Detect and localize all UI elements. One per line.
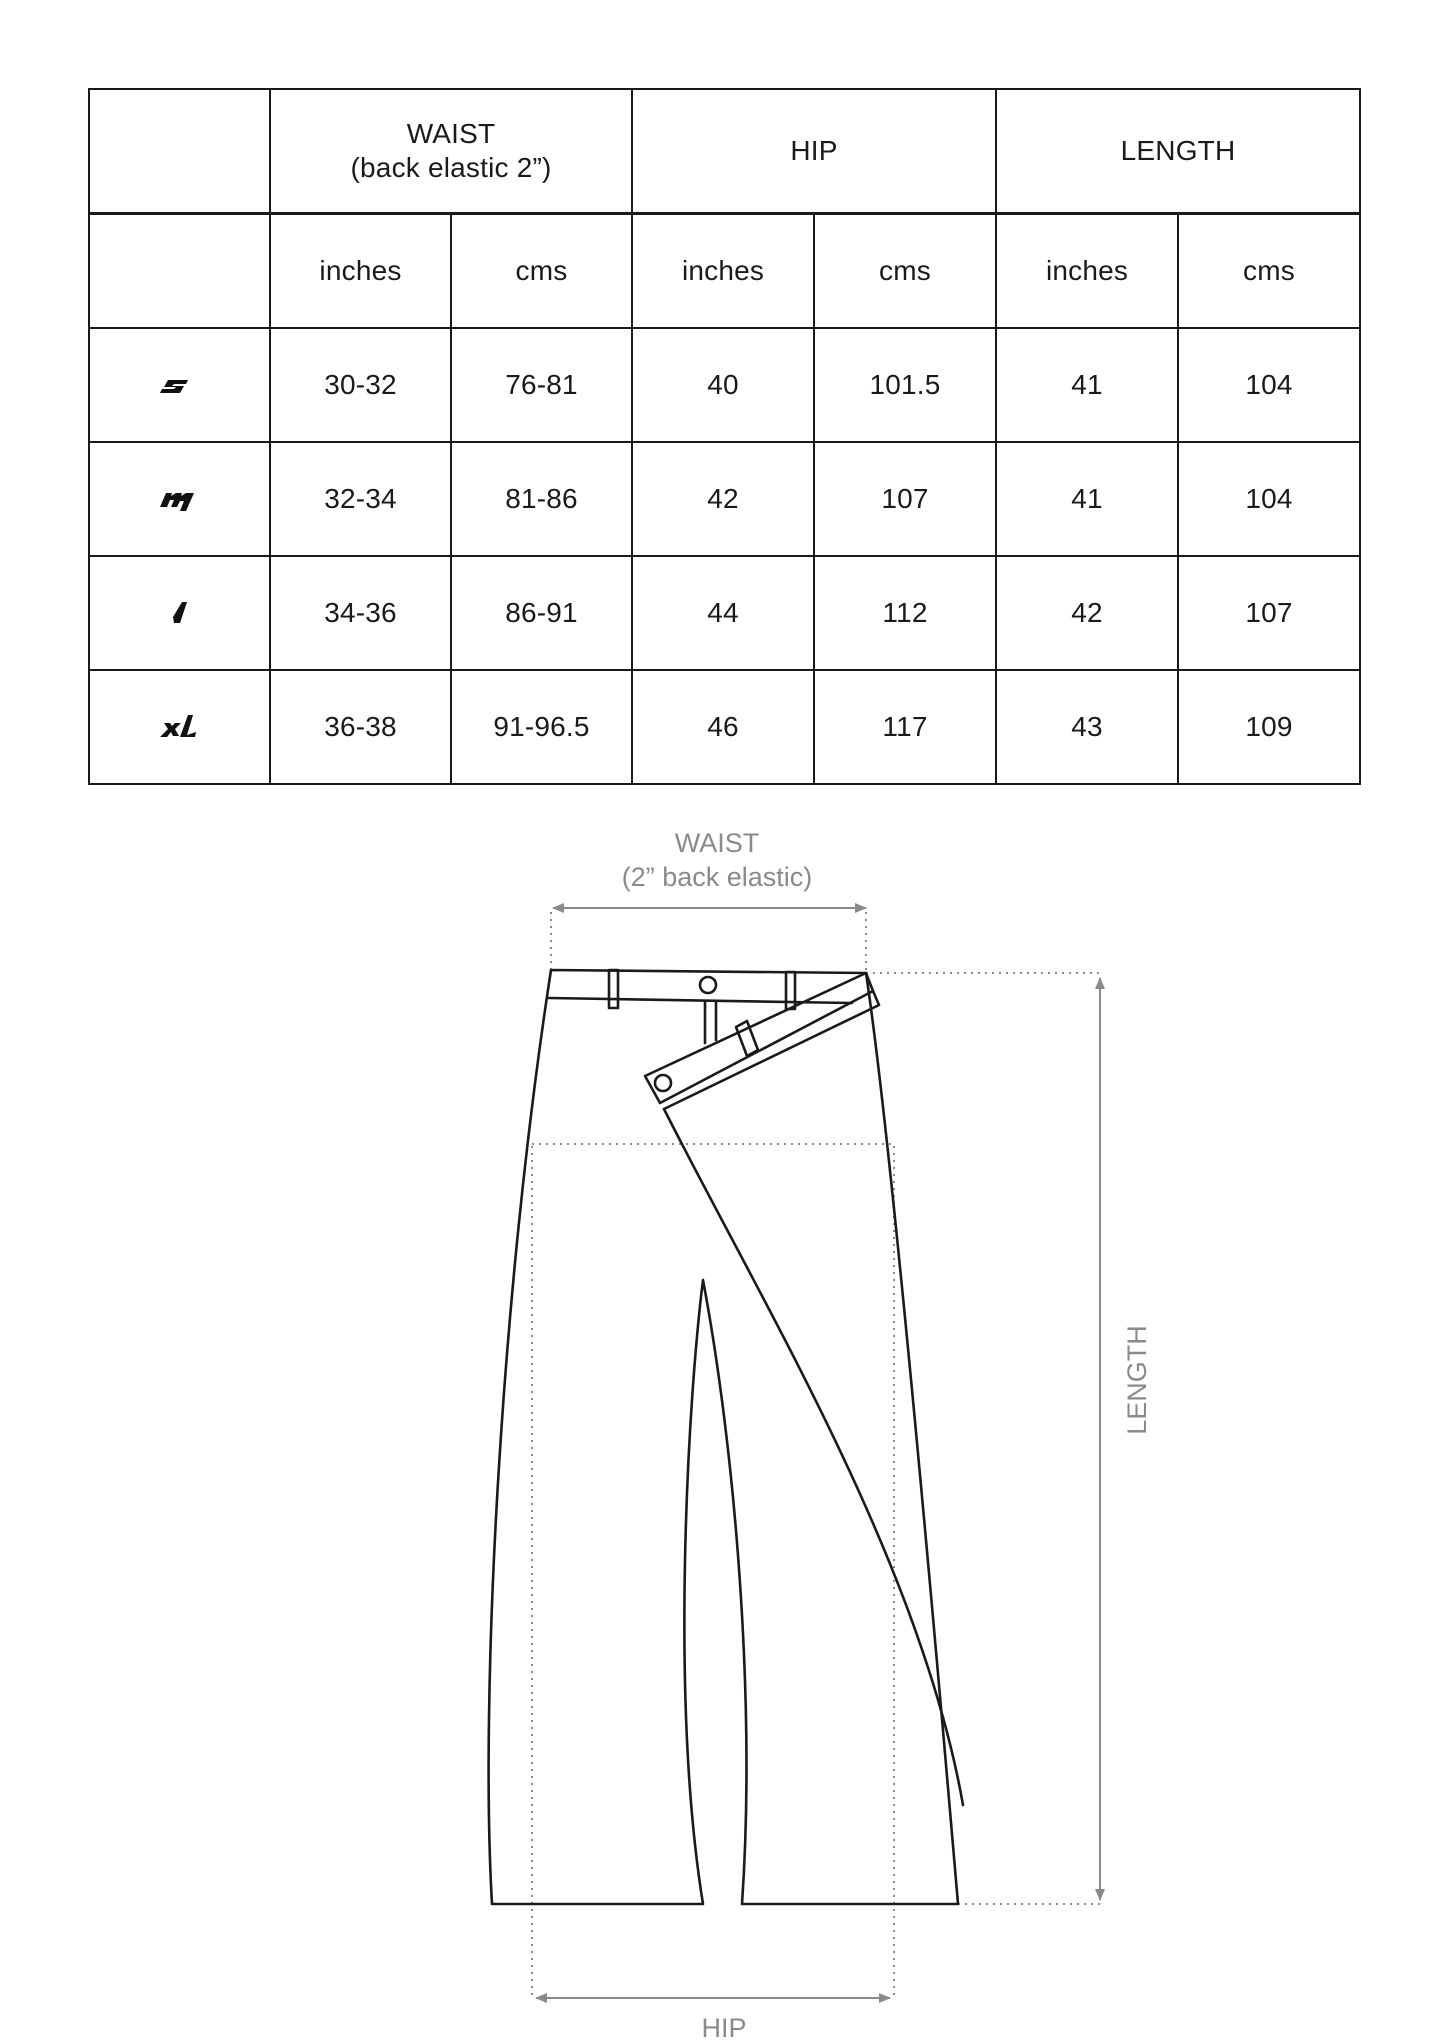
table-cell: 101.5 xyxy=(814,328,996,442)
table-row xyxy=(89,556,1360,670)
table-cell: 86-91 xyxy=(451,556,632,670)
table-row xyxy=(89,670,1360,784)
size-chart-table xyxy=(88,88,1361,785)
size-cell xyxy=(89,556,270,670)
table-cell: 107 xyxy=(1178,556,1360,670)
diagonal-strap xyxy=(645,973,873,1103)
unit-row xyxy=(89,214,1360,329)
table-cell: 109 xyxy=(1178,670,1360,784)
unit-cell: inches xyxy=(996,214,1178,329)
hip-dimension xyxy=(532,1144,894,2043)
unit-cell: cms xyxy=(1178,214,1360,329)
table-cell: 40 xyxy=(632,328,814,442)
table-cell: 41 xyxy=(996,328,1178,442)
unit-cell: cms xyxy=(814,214,996,329)
size-cell xyxy=(89,442,270,556)
strap-button-icon xyxy=(655,1075,671,1091)
length-header: LENGTH xyxy=(996,89,1360,214)
size-xl-icon xyxy=(150,710,210,744)
table-cell: 104 xyxy=(1178,328,1360,442)
table-cell: 32-34 xyxy=(270,442,451,556)
belt-loop xyxy=(786,972,795,1009)
table-header-row xyxy=(89,89,1360,214)
size-l-icon xyxy=(150,596,210,630)
table-cell: 104 xyxy=(1178,442,1360,556)
length-dimension xyxy=(866,973,1152,1904)
table-cell: 81-86 xyxy=(451,442,632,556)
table-cell: 107 xyxy=(814,442,996,556)
table-cell: 91-96.5 xyxy=(451,670,632,784)
waist-dimension xyxy=(551,828,866,970)
table-cell: 43 xyxy=(996,670,1178,784)
table-cell: 112 xyxy=(814,556,996,670)
table-cell: 42 xyxy=(996,556,1178,670)
size-s-icon xyxy=(150,368,210,402)
waist-button-icon xyxy=(700,977,716,993)
size-cell xyxy=(89,670,270,784)
waist-label: WAIST xyxy=(674,828,760,858)
trouser-measurement-diagram xyxy=(0,800,1445,2044)
trouser-body xyxy=(489,970,958,1904)
table-cell: 76-81 xyxy=(451,328,632,442)
corner-cell xyxy=(89,214,270,329)
unit-cell: cms xyxy=(451,214,632,329)
unit-cell: inches xyxy=(632,214,814,329)
table-cell: 41 xyxy=(996,442,1178,556)
length-label: LENGTH xyxy=(1122,1325,1152,1435)
table-cell: 117 xyxy=(814,670,996,784)
table-row xyxy=(89,328,1360,442)
table-cell: 46 xyxy=(632,670,814,784)
table-cell: 42 xyxy=(632,442,814,556)
trouser-outline xyxy=(489,970,963,1904)
size-cell xyxy=(89,328,270,442)
table-cell: 34-36 xyxy=(270,556,451,670)
table-row xyxy=(89,442,1360,556)
waist-sub-label: (2” back elastic) xyxy=(621,862,813,892)
size-m-icon xyxy=(150,482,210,516)
hip-label: HIP xyxy=(701,2013,747,2043)
table-cell: 30-32 xyxy=(270,328,451,442)
belt-loop xyxy=(609,970,618,1008)
corner-cell xyxy=(89,89,270,214)
strap-edge xyxy=(664,991,879,1109)
waist-header: WAIST (back elastic 2”) xyxy=(270,89,632,214)
unit-cell: inches xyxy=(270,214,451,329)
hip-header: HIP xyxy=(632,89,996,214)
table-cell: 44 xyxy=(632,556,814,670)
table-cell: 36-38 xyxy=(270,670,451,784)
fly-tab xyxy=(705,1001,716,1043)
